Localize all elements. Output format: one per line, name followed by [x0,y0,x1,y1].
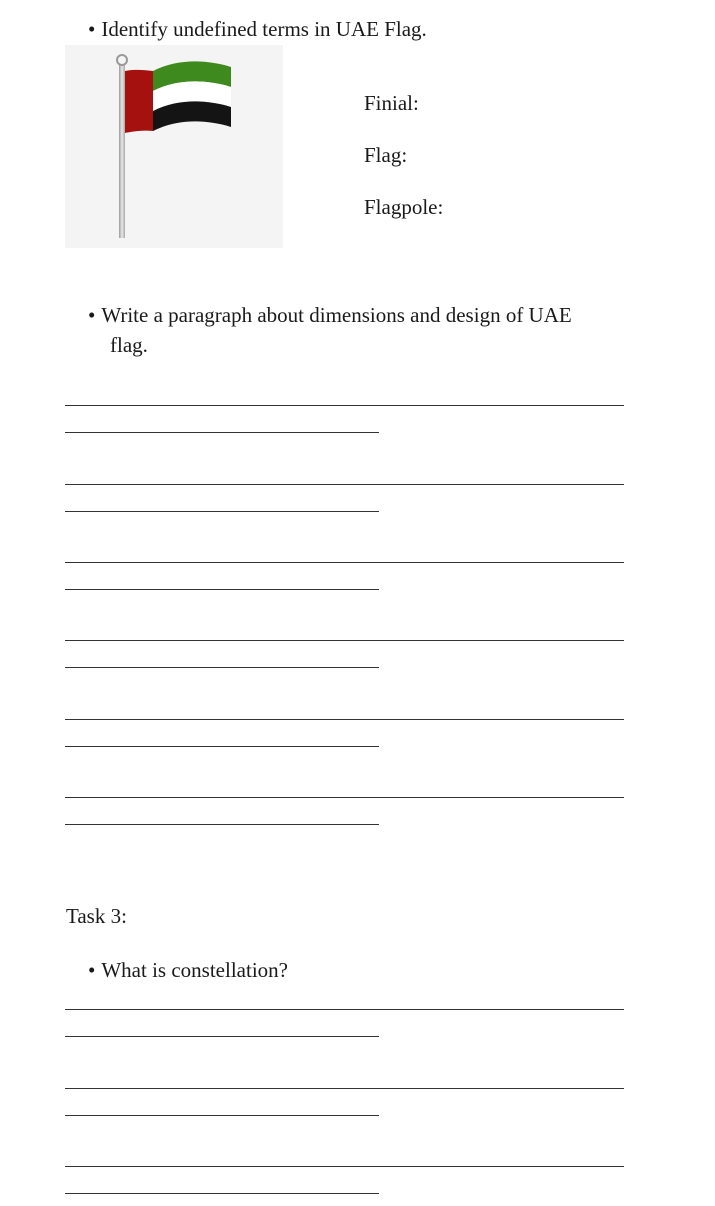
bullet-constellation [88,955,288,985]
answer-line[interactable] [65,484,624,485]
answer-line[interactable] [65,667,379,668]
answer-line[interactable] [65,719,624,720]
bullet-text: Identify undefined terms in UAE Flag. [101,17,427,41]
bullet-write-paragraph [88,300,572,330]
label-flagpole: Flagpole: [364,195,444,219]
label-finial: Finial: [364,91,419,115]
answer-line[interactable] [65,1193,379,1194]
answer-line[interactable] [65,432,379,433]
bullet-dot: • [88,17,96,41]
bullet-identify-terms [88,14,427,44]
answer-line[interactable] [65,1036,379,1037]
bullet-text: Write a paragraph about dimensions and design of UAE [101,303,572,327]
bullet-dot: • [88,958,96,982]
answer-line[interactable] [65,746,379,747]
answer-line[interactable] [65,797,624,798]
answer-line[interactable] [65,1166,624,1167]
uae-flag-image [65,45,283,248]
label-flag: Flag: [364,143,408,167]
answer-line[interactable] [65,1115,379,1116]
bullet-write-paragraph-cont: flag. [110,333,148,357]
answer-line[interactable] [65,511,379,512]
answer-line[interactable] [65,562,624,563]
answer-line[interactable] [65,824,379,825]
answer-line[interactable] [65,405,624,406]
uae-flag-icon [65,45,283,248]
answer-line[interactable] [65,589,379,590]
bullet-dot: • [88,303,96,327]
task3-title: Task 3: [66,904,127,928]
answer-line[interactable] [65,1088,624,1089]
answer-line[interactable] [65,1009,624,1010]
bullet-text: What is constellation? [101,958,288,982]
answer-line[interactable] [65,640,624,641]
